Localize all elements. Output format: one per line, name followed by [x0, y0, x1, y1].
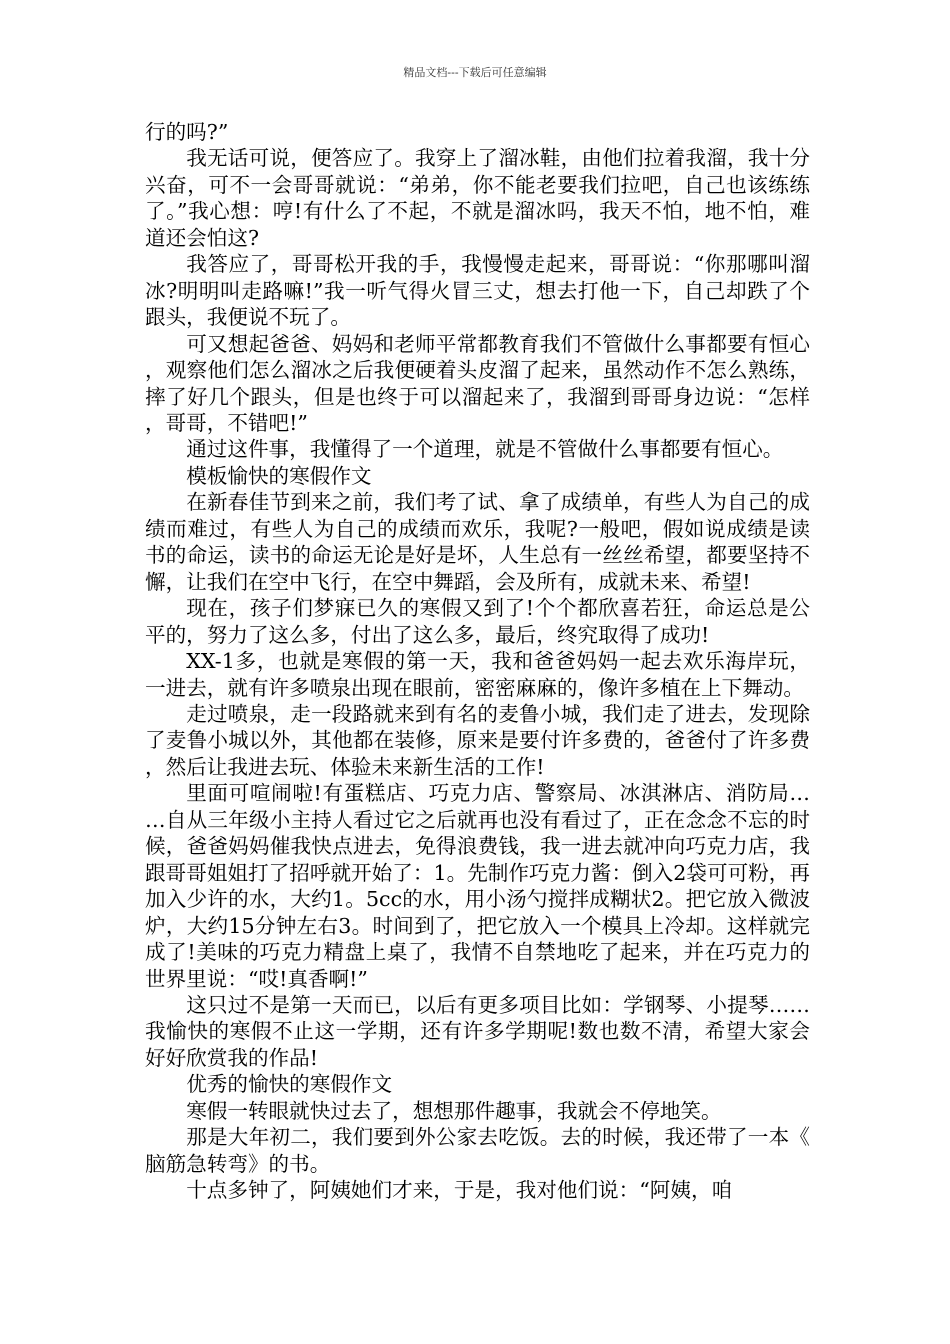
paragraph: 在新春佳节到来之前，我们考了试、拿了成绩单，有些人为自己的成绩而难过，有些人为自己的成绩而欢乐，我呢?一般吧，假如说成绩是读书的命运，读书的命运无论是好是坏，人生总有一丝丝希望，都要坚持不懈，让我们在空中飞行，在空中舞蹈，会及所有，成就未来、希望!: [145, 490, 810, 594]
paragraph: 我无话可说，便答应了。我穿上了溜冰鞋，由他们拉着我溜，我十分兴奋，可不一会哥哥就说：“弟弟，你不能老要我们拉吧，自己也该练练了。”我心想：哼!有什么了不起，不就是溜冰吗，我天不怕，地不怕，难道还会怕这?: [145, 146, 810, 250]
paragraph: 里面可喧闹啦!有蛋糕店、巧克力店、警察局、冰淇淋店、消防局……自从三年级小主持人看过它之后就再也没有看过了，正在念念不忘的时候，爸爸妈妈催我快点进去，免得浪费钱，我一进去就冲向巧克力店，我跟哥哥姐姐打了招呼就开始了：1。先制作巧克力酱：倒入2袋可可粉，再加入少许的水，大约1。5cc的水，用小汤勺搅拌成糊状2。把它放入微波炉，大约15分钟左右3。时间到了，把它放入一个模具上冷却。这样就完成了!美味的巧克力精盘上桌了，我情不自禁地吃了起来，并在巧克力的世界里说：“哎!真香啊!”: [145, 781, 810, 991]
paragraph: 寒假一转眼就快过去了，想想那件趣事，我就会不停地笑。: [186, 1098, 722, 1123]
paragraph: 现在，孩子们梦寐已久的寒假又到了!个个都欣喜若狂，命运总是公平的，努力了这么多，付出了这么多，最后，终究取得了成功!: [145, 596, 810, 647]
paragraph: 可又想起爸爸、妈妈和老师平常都教育我们不管做什么事都要有恒心，观察他们怎么溜冰之后我便硬着头皮溜了起来，虽然动作不怎么熟练，摔了好几个跟头，但是也终于可以溜起来了，我溜到哥哥身边说：“怎样，哥哥，不错吧!”: [145, 331, 810, 435]
paragraph: 行的吗?”: [145, 120, 229, 144]
paragraph: 走过喷泉，走一段路就来到有名的麦鲁小城，我们走了进去，发现除了麦鲁小城以外，其他都在装修，原来是要付许多费的，爸爸付了许多费，然后让我进去玩、体验未来新生活的工作!: [145, 701, 810, 779]
paragraph: 十点多钟了，阿姨她们才来，于是，我对他们说：“阿姨，咱: [186, 1178, 733, 1203]
section-title: 优秀的愉快的寒假作文: [186, 1072, 393, 1097]
document-body: [145, 119, 810, 1204]
paragraph: 通过这件事，我懂得了一个道理，就是不管做什么事都要有恒心。: [186, 437, 784, 462]
paragraph: XX-1多，也就是寒假的第一天，我和爸爸妈妈一起去欢乐海岸玩，一进去，就有许多喷泉出现在眼前，密密麻麻的，像许多植在上下舞动。: [145, 649, 810, 700]
paragraph: 这只过不是第一天而已，以后有更多项目比如：学钢琴、小提琴……我愉快的寒假不止这一学期，还有许多学期呢!数也数不清，希望大家会好好欣赏我的作品!: [145, 992, 810, 1070]
section-title: 模板愉快的寒假作文: [186, 463, 372, 488]
page-header: 精品文档---下载后可任意编辑: [403, 66, 547, 79]
paragraph: 那是大年初二，我们要到外公家去吃饭。去的时候，我还带了一本《脑筋急转弯》的书。: [145, 1125, 810, 1176]
paragraph: 我答应了，哥哥松开我的手，我慢慢走起来，哥哥说：“你那哪叫溜冰?明明叫走路嘛!”我一听气得火冒三丈，想去打他一下，自己却跌了个跟头，我便说不玩了。: [145, 252, 810, 330]
